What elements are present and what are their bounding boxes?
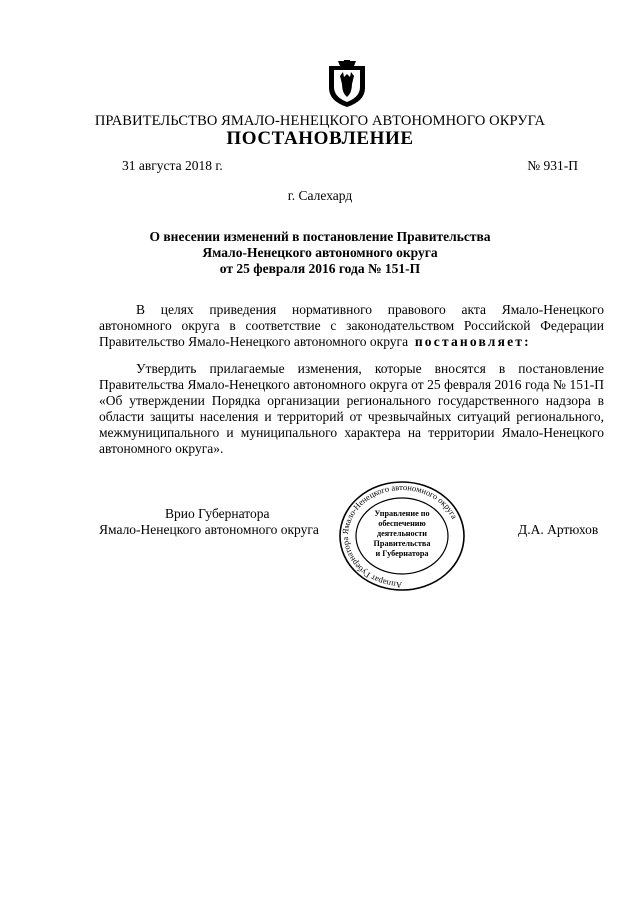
stamp-line-5: и Губернатора — [375, 549, 429, 558]
decree-verb: постановляет: — [414, 334, 531, 349]
paragraph-preamble — [99, 302, 604, 350]
preamble-text: В целях приведения нормативного правового акта Ямало-Ненецкого автономного округа в соответствие с законодательством Российской Федерации Правительство Ямало-Ненецкого автономного округа — [99, 302, 604, 349]
stamp-line-3: деятельности — [377, 529, 427, 538]
title-line-2: Ямало-Ненецкого автономного округа — [202, 245, 438, 260]
document-city: г. Салехард — [287, 188, 353, 203]
document-date: 31 августа 2018 г. — [122, 158, 223, 173]
stamp-line-1: Управление по — [374, 509, 430, 518]
stamp-ring-text: Аппарат Губернатора Ямало-Ненецкого автономного округа — [340, 481, 460, 591]
document-number: № 931-П — [527, 158, 578, 173]
document-title — [0, 229, 640, 277]
title-line-1: О внесении изменений в постановление Правительства — [149, 229, 491, 244]
document-type: ПОСТАНОВЛЕНИЕ — [226, 128, 414, 149]
stamp-line-2: обеспечению — [378, 519, 426, 528]
signer-position-line-1: Врио Губернатора — [165, 506, 270, 521]
stamp-line-4: Правительства — [373, 539, 431, 548]
official-stamp — [338, 480, 466, 592]
signer-position-line-2: Ямало-Ненецкого автономного округа — [99, 522, 319, 537]
paragraph-resolution — [99, 361, 604, 457]
resolution-text: Утвердить прилагаемые изменения, которые вносятся в постановление Правительства Ямало-Ненецкого автономного округа от 25 февраля 2016 года № 151-П «Об утверждении Порядка организации регионального государственного надзора в области защиты населения и территорий от чрезвычайных ситуаций регионального, межмуниципального и муниципального характера на территории Ямало-Ненецкого автономного округа». — [99, 361, 604, 456]
title-line-3: от 25 февраля 2016 года № 151-П — [219, 261, 421, 276]
coat-of-arms-icon — [326, 60, 368, 108]
government-name: ПРАВИТЕЛЬСТВО ЯМАЛО-НЕНЕЦКОГО АВТОНОМНОГО ОКРУГА — [94, 113, 546, 129]
signer-name: Д.А. Артюхов — [518, 522, 599, 537]
